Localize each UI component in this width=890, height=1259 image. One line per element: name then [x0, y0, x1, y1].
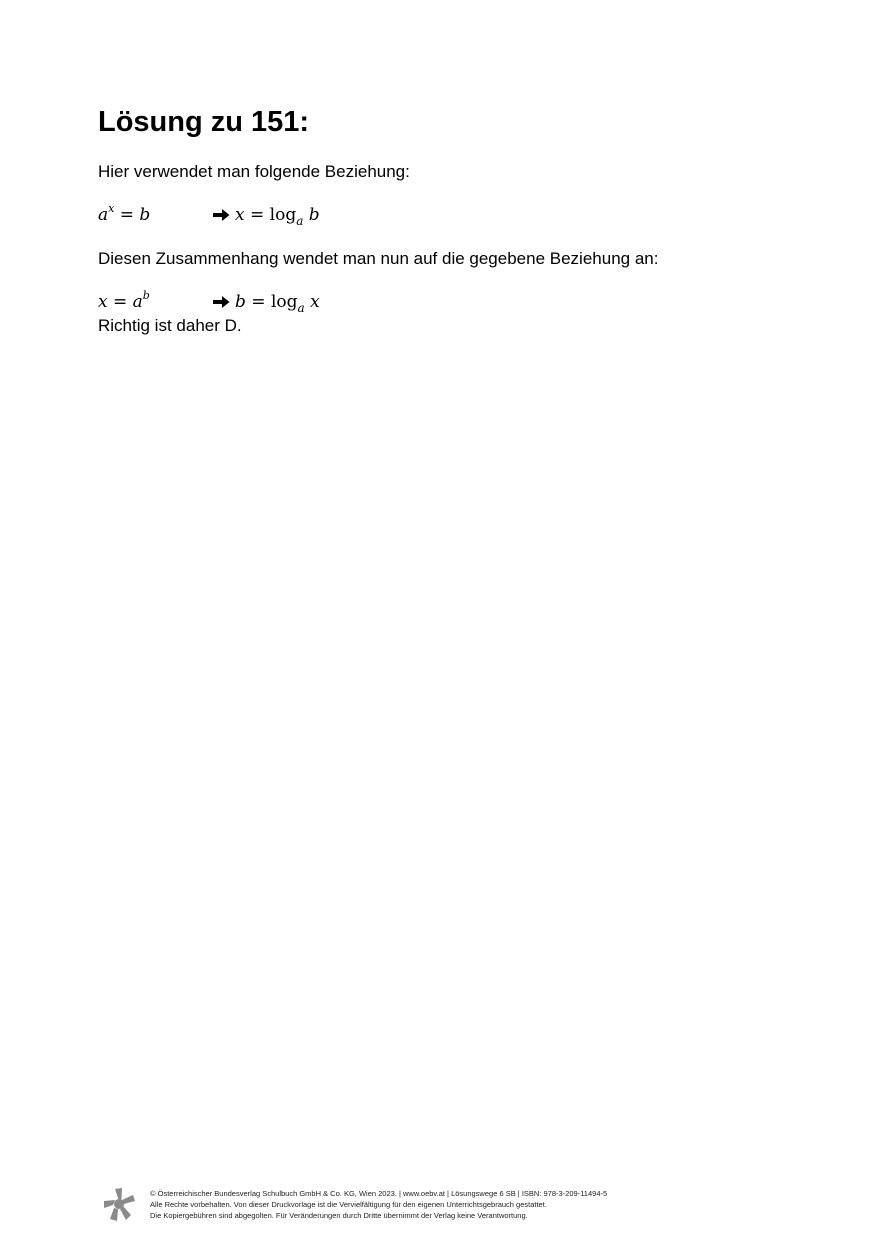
formula-1-rhs-log: log [269, 205, 297, 225]
formula-1-rhs-arg: b [303, 205, 320, 225]
formula-2 [98, 290, 498, 316]
formula-1-implication [213, 203, 320, 227]
formula-2-lhs-base: a [132, 292, 143, 312]
oebv-logo-icon [104, 1188, 136, 1222]
footer-line-1: © Österreichischer Bundesverlag Schulbuch GmbH & Co. KG, Wien 2023. | www.oebv.at | Lösungswege 6 SB | ISBN: 978-3-209-11494-5 [150, 1189, 608, 1198]
footer-line-2: Alle Rechte vorbehalten. Von dieser Druckvorlage ist die Vervielfältigung für den eigenen Unterrichtsgebrauch gestattet. [150, 1200, 547, 1209]
page-footer [104, 1186, 744, 1226]
formula-2-rhs-arg: x [304, 292, 320, 312]
formula-1 [98, 203, 498, 229]
implies-arrow-icon [213, 208, 230, 222]
formula-1-lhs-rest: = b [114, 205, 151, 225]
formula-2-lhs-exponent: b [142, 289, 150, 302]
formula-2-rhs-eq: = [245, 292, 271, 312]
formula-1-rhs-var: x [235, 205, 245, 225]
implies-arrow-icon [213, 295, 230, 309]
page-title: Lösung zu 151: [98, 106, 310, 138]
formula-2-lhs-var: x [98, 292, 108, 312]
formula-2-implication [213, 290, 320, 314]
formula-2-rhs [235, 290, 320, 314]
footer-copyright [150, 1188, 607, 1221]
formula-1-lhs-exponent: x [108, 202, 115, 215]
formula-2-lhs-eq: = [107, 292, 133, 312]
formula-2-rhs-base: a [297, 301, 305, 315]
formula-1-rhs-base: a [296, 214, 304, 228]
transition-text: Diesen Zusammenhang wendet man nun auf die gegebene Beziehung an: [98, 249, 659, 268]
intro-text: Hier verwendet man folgende Beziehung: [98, 162, 410, 181]
formula-1-rhs-eq: = [244, 205, 270, 225]
footer-line-3: Die Kopiergebühren sind abgegolten. Für Veränderungen durch Dritte übernimmt der Verlag keine Verantwortung. [150, 1211, 528, 1220]
conclusion-text: Richtig ist daher D. [98, 316, 242, 335]
formula-2-lhs [98, 290, 150, 314]
formula-2-rhs-var: b [235, 292, 246, 312]
formula-1-lhs-base: a [98, 205, 109, 225]
formula-1-rhs [235, 203, 320, 227]
formula-2-rhs-log: log [270, 292, 298, 312]
formula-1-lhs [98, 203, 150, 227]
